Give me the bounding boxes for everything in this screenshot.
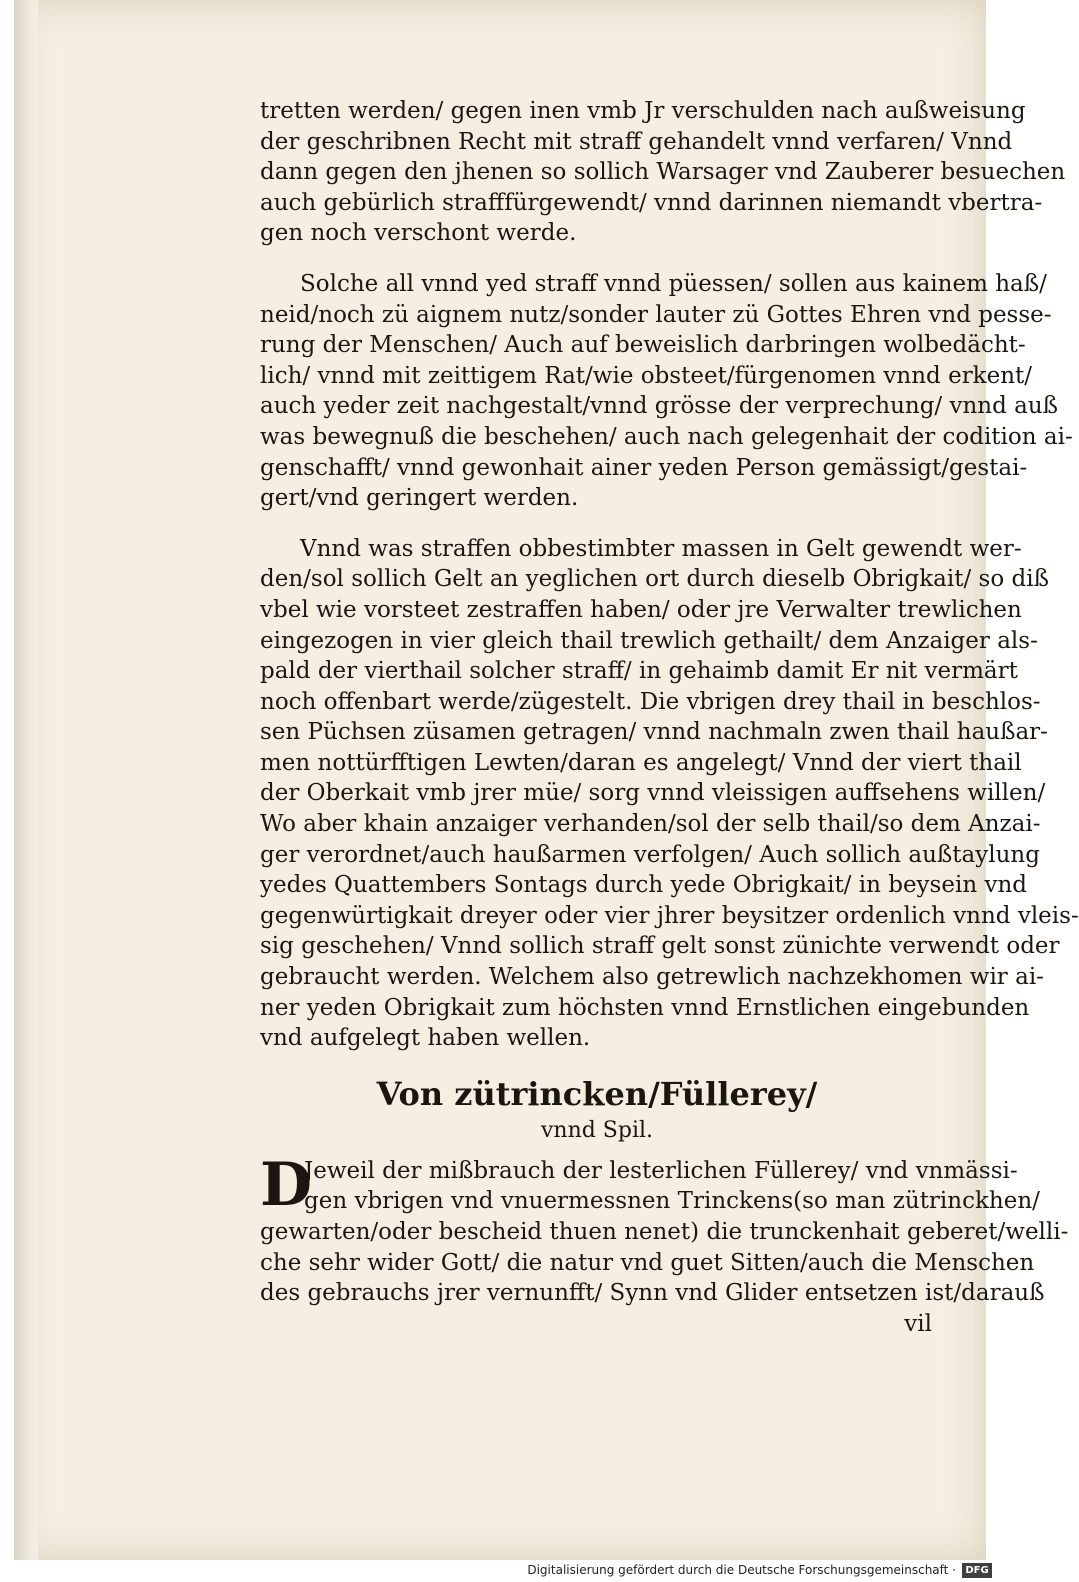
text-line: men nottürfftigen Lewten/daran es angelegt/ Vnnd der viert thail (260, 749, 1022, 776)
text-line: dann gegen den jhenen so sollich Warsager vnd Zauberer besuechen (260, 159, 1066, 186)
text-line: des gebrauchs jrer vernunfft/ Synn vnd Glider entsetzen ist/darauß (260, 1280, 1045, 1307)
text-block (260, 96, 1079, 1339)
text-line: der Oberkait vmb jrer müe/ sorg vnnd vleissigen auffsehens willen/ (260, 780, 1046, 807)
text-line: pald der vierthail solcher straff/ in gehaimb damit Er nit vermärt (260, 658, 1018, 685)
text-line: sig geschehen/ Vnnd sollich straff gelt sonst zünichte verwendt oder (260, 933, 1060, 960)
catchword: vil (904, 1310, 932, 1337)
text-line: neid/noch zü aignem nutz/sonder lauter zü Gottes Ehren vnd pesse- (260, 301, 1052, 328)
text-line: ger verordnet/auch haußarmen verfolgen/ Auch sollich außtaylung (260, 841, 1040, 868)
book-page (14, 0, 1079, 1560)
text-line: der geschribnen Recht mit straff gehandelt vnnd verfaren/ Vnnd (260, 128, 1013, 155)
paragraph-2 (260, 269, 1073, 514)
digitization-credit: Digitalisierung gefördert durch die Deutsche Forschungsgemeinschaft · (527, 1563, 956, 1577)
text-line: ner yeden Obrigkait zum höchsten vnnd Ernstlichen eingebunden (260, 994, 1030, 1021)
text-line: was bewegnuß die beschehen/ auch nach gelegenhait der codition ai- (260, 423, 1073, 450)
text-line: rung der Menschen/ Auch auf beweislich darbringen wolbedächt- (260, 332, 1026, 359)
section-subheading: vnnd Spil. (540, 1117, 654, 1143)
text-line: Solche all vnnd yed straff vnnd püessen/ sollen aus kainem haß/ (300, 270, 1047, 297)
text-line: noch offenbart werde/zügestelt. Die vbrigen drey thail in beschlos- (260, 688, 1041, 715)
paragraph-1 (260, 96, 1066, 249)
text-line: gebraucht werden. Welchem also getrewlich nachzekhomen wir ai- (260, 964, 1044, 991)
page-gutter-edge (14, 0, 38, 1560)
text-line: genschafft/ vnnd gewonhait ainer yeden Person gemässigt/gestai- (260, 454, 1028, 481)
text-line: gert/vnd geringert werden. (260, 485, 579, 512)
text-line: lich/ vnnd mit zeittigem Rat/wie obsteet/fürgenomen vnnd erkent/ (260, 362, 1033, 389)
dfg-logo: DFG (962, 1563, 992, 1578)
paragraph-4 (260, 1149, 1069, 1340)
text-line: Wo aber khain anzaiger verhanden/sol der selb thail/so dem Anzai- (260, 811, 1041, 838)
text-line: den/sol sollich Gelt an yeglichen ort durch dieselb Obrigkait/ so diß (260, 566, 1049, 593)
text-line: gen vbrigen vnd vnuermessnen Trinckens(so man zütrinckhen/ (304, 1188, 1040, 1215)
text-line: gegenwürtigkait dreyer oder vier jhrer beysitzer ordenlich vnnd vleis- (260, 902, 1079, 929)
text-line: auch yeder zeit nachgestalt/vnnd grösse der verprechung/ vnnd auß (260, 393, 1059, 420)
drop-cap-initial: D (260, 1149, 313, 1220)
text-line: gen noch verschont werde. (260, 220, 577, 247)
text-line: yedes Quattembers Sontags durch yede Obrigkait/ in beysein vnd (260, 872, 1027, 899)
text-line: sen Püchsen züsamen getragen/ vnnd nachmaln zwen thail haußar- (260, 719, 1048, 746)
text-line: Jeweil der mißbrauch der lesterlichen Füllerey/ vnd vnmässi- (304, 1157, 1018, 1184)
footer-bar (0, 1560, 1000, 1582)
text-line: vbel wie vorsteet zestraffen haben/ oder jre Verwalter trewlichen (260, 596, 1022, 623)
text-line: vnd aufgelegt haben wellen. (260, 1025, 591, 1052)
section-heading: Von zütrincken/Füllerey/ (376, 1074, 818, 1113)
text-line: eingezogen in vier gleich thail trewlich gethailt/ dem Anzaiger als- (260, 627, 1038, 654)
paragraph-3 (260, 534, 1079, 1054)
text-line: Vnnd was straffen obbestimbter massen in Gelt gewendt wer- (300, 535, 1022, 562)
text-line: auch gebürlich strafffürgewendt/ vnnd darinnen niemandt vbertra- (260, 189, 1043, 216)
text-line: gewarten/oder bescheid thuen nenet) die trunckenhait geberet/welli- (260, 1219, 1069, 1245)
text-line: che sehr wider Gott/ die natur vnd guet Sitten/auch die Menschen (260, 1249, 1035, 1276)
text-line: tretten werden/ gegen inen vmb Jr verschulden nach außweisung (260, 98, 1026, 124)
